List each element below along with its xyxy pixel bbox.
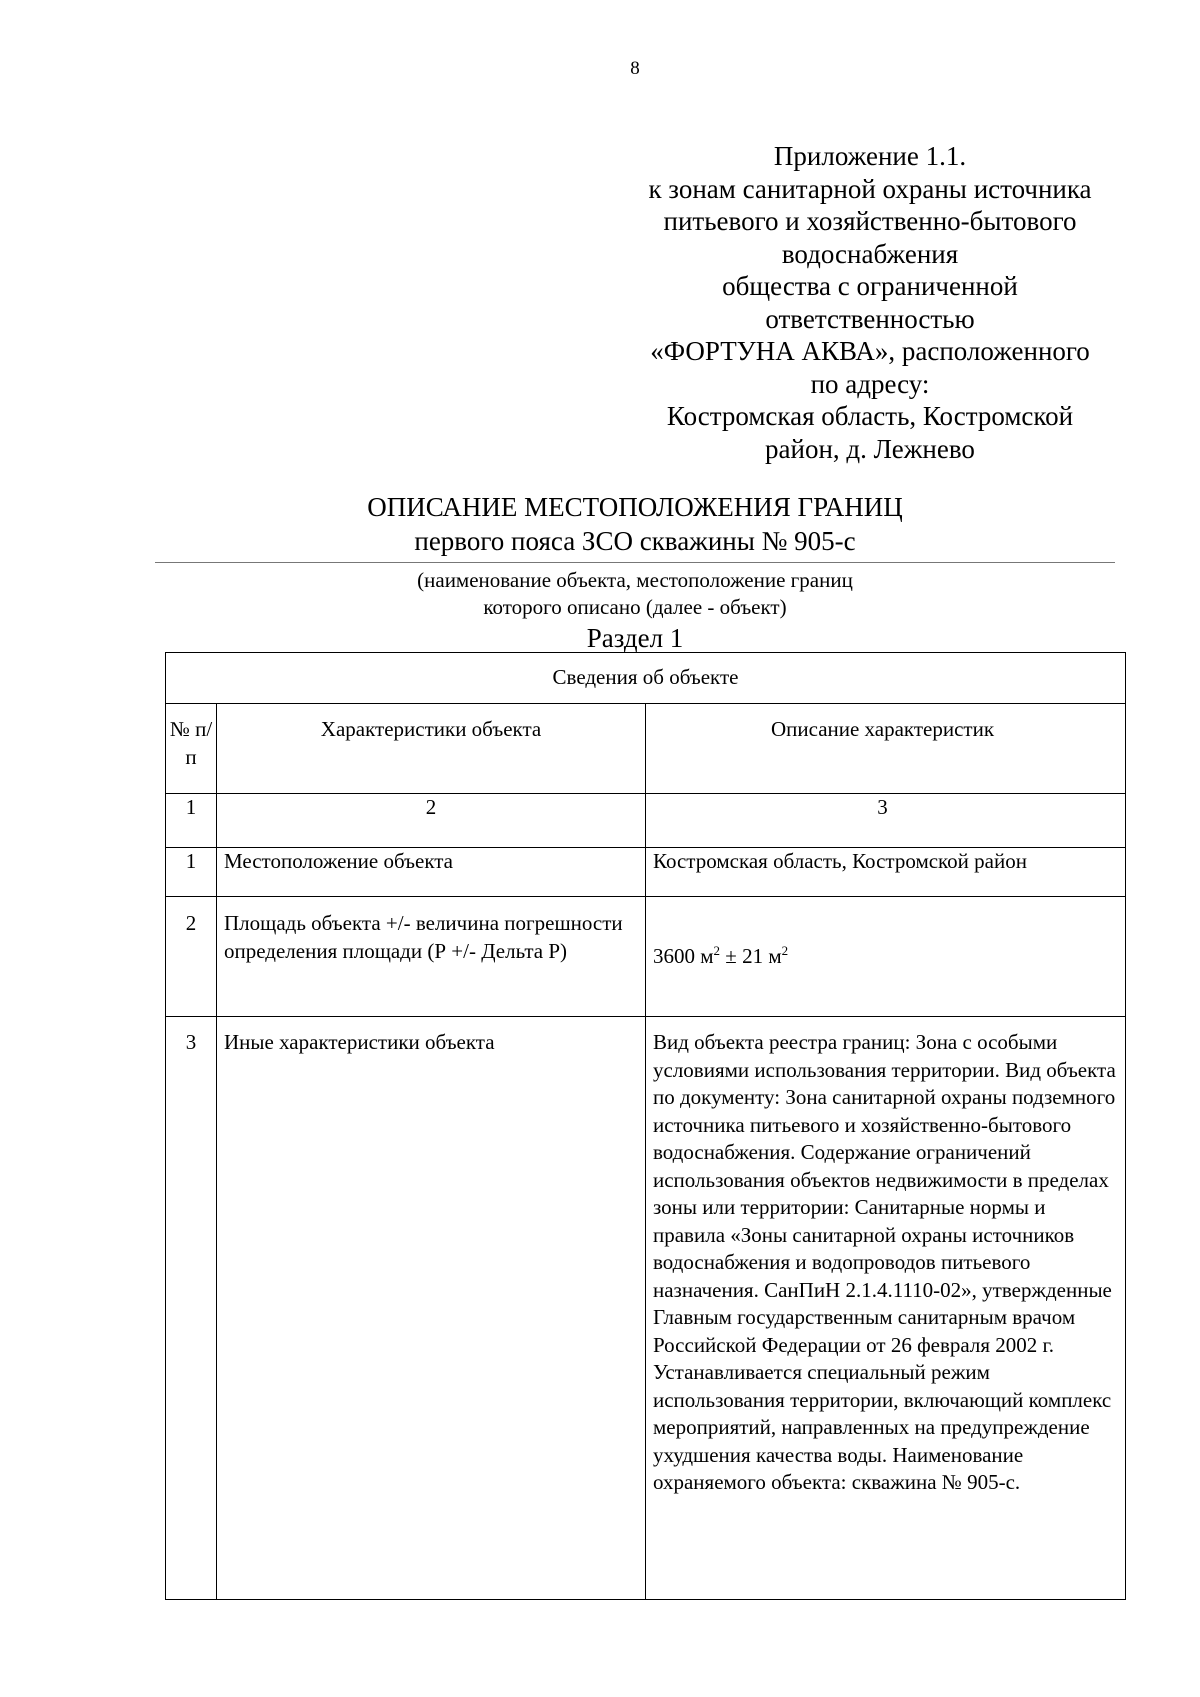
header-description: Описание характеристик [646,704,1126,794]
document-subtitle: первого пояса ЗСО скважины № 905-с [414,526,856,556]
header-num: № п/п [166,704,217,794]
table-header-row [166,704,1126,794]
appendix-line: ответственностью [765,303,975,334]
row-num: 3 [166,1017,217,1600]
row-characteristic: Площадь объекта +/- величина погрешности определения площади (Р +/- Дельта Р) [217,897,646,1017]
appendix-line: «ФОРТУНА АКВА», расположенного [650,336,1090,366]
index-cell: 3 [646,794,1126,848]
row-num: 2 [166,897,217,1017]
area-unit-exponent: 2 [713,942,721,958]
area-tolerance: ± 21 м [720,943,782,968]
area-value: 3600 м [653,943,714,968]
tolerance-unit-exponent: 2 [781,942,789,958]
index-cell: 1 [166,794,217,848]
table-caption-row [166,653,1126,704]
table-caption: Сведения об объекте [166,653,1126,704]
row-characteristic: Иные характеристики объекта [217,1017,646,1600]
appendix-line: к зонам санитарной охраны источника [648,173,1092,204]
object-name-note [155,567,1115,621]
row-description-area [646,897,1126,1017]
section-label: Раздел 1 [586,623,684,653]
appendix-line: водоснабжения [781,238,959,269]
appendix-line: общества с ограниченной [722,271,1018,301]
appendix-line: Приложение 1.1. [773,141,967,171]
row-characteristic: Местоположение объекта [217,848,646,897]
page-number: 8 [630,58,640,79]
table-row [166,897,1126,1017]
appendix-line: Костромская область, Костромской [666,401,1074,431]
row-num: 1 [166,848,217,897]
appendix-line: по адресу: [810,368,930,399]
table-index-row [166,794,1126,848]
object-note-line: (наименование объекта, местоположение границ [417,568,853,592]
object-info-table [165,652,1126,1600]
table-row [166,1017,1126,1600]
row-description: Вид объекта реестра границ: Зона с особыми условиями использования территории. Вид объекта по документу: Зона санитарной охраны подземного источника питьевого и хозяйственно-бытового водоснабжения. Содержание ограничений использования объектов недвижимости в пределах зоны или территории: Санитарные нормы и правила «Зоны санитарной охраны источников водоснабжения и водопроводов питьевого назначения. СанПиН 2.1.4.1110-02», утвержденные Главным государственным санитарным врачом Российской Федерации от 26 февраля 2002 г. Устанавливается специальный режим использования территории, включающий комплекс мероприятий, направленных на предупреждение ухудшения качества воды. Наименование охраняемого объекта: скважина № 905-с. [646,1017,1126,1600]
appendix-line: питьевого и хозяйственно-бытового [663,206,1077,236]
appendix-line: район, д. Лежнево [765,433,975,464]
document-title: ОПИСАНИЕ МЕСТОПОЛОЖЕНИЯ ГРАНИЦ [367,492,903,522]
table-row [166,848,1126,897]
index-cell: 2 [217,794,646,848]
header-characteristics: Характеристики объекта [217,704,646,794]
appendix-header [600,140,1140,465]
object-note-line: которого описано (далее - объект) [483,595,787,619]
title-underline [155,562,1115,563]
row-description: Костромская область, Костромской район [646,848,1126,897]
